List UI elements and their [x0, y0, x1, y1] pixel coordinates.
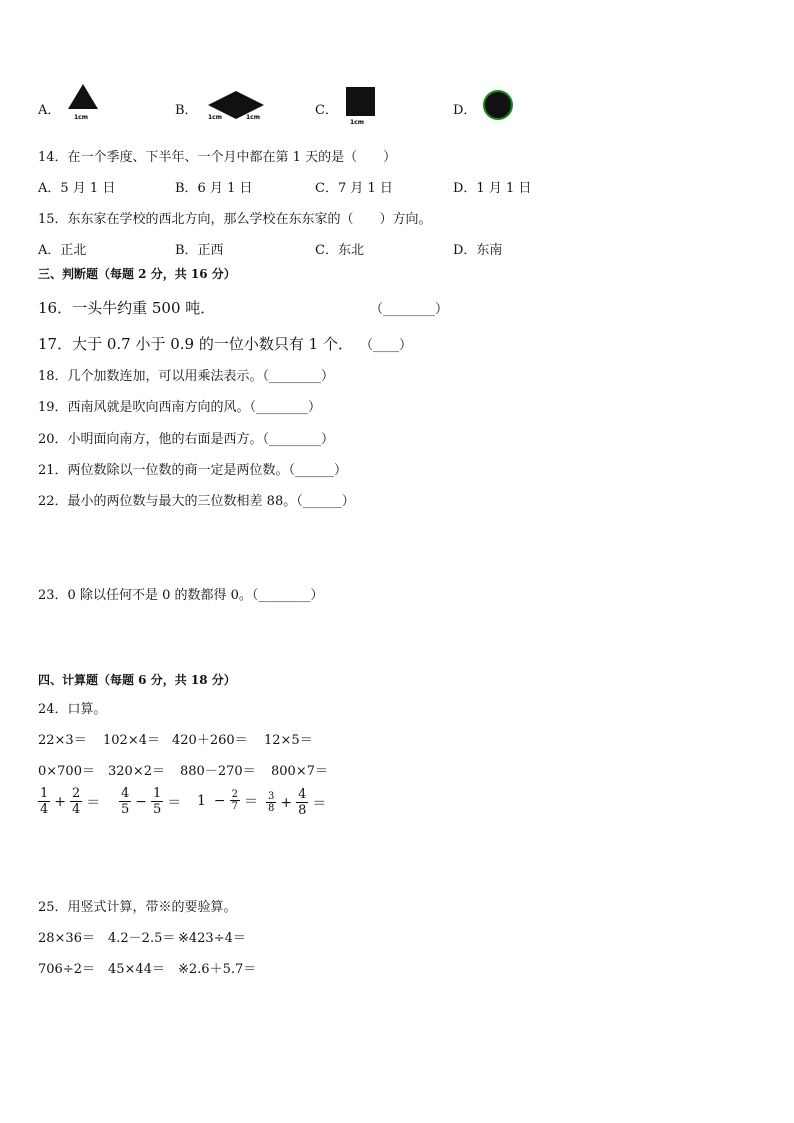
q20-text: 20．小明面向南方，他的右面是西方。（________） [38, 432, 335, 447]
q24-item: 420＋260＝ [172, 733, 248, 748]
q13-option-a-letter: A． [38, 103, 61, 118]
q17-blank: （____） [360, 338, 413, 353]
q16-text: 16．一头牛约重 500 吨． [38, 299, 216, 317]
q25-item: ※2.6＋5.7＝ [178, 962, 257, 977]
q24-item: 880－270＝ [180, 764, 256, 779]
rhombus-shape [204, 89, 268, 123]
q24-item: 0×700＝ [38, 764, 95, 779]
circle-shape [482, 89, 516, 123]
q14-option-b: B．6 月 1 日 [175, 181, 253, 196]
q24-item: 800×7＝ [271, 764, 328, 779]
q24-title: 24．口算。 [38, 702, 107, 717]
q19-text: 19．西南风就是吹向西南方向的风。（________） [38, 400, 322, 415]
q14-option-c: C．7 月 1 日 [315, 181, 393, 196]
fraction-expression: 1 − $\frac{2}{7}$ ＝ [197, 789, 259, 812]
q15-option-c: C．东北 [315, 243, 364, 258]
q15-text: 15．东东家在学校的西北方向，那么学校在东东家的（ ）方向。 [38, 212, 432, 227]
q25-item: 28×36＝ [38, 931, 95, 946]
q18-text: 18．几个加数连加，可以用乘法表示。（________） [38, 369, 335, 384]
q14-option-a: A．5 月 1 日 [38, 181, 116, 196]
q15-option-b: B．正西 [175, 243, 224, 258]
q24-item: 102×4＝ [103, 733, 160, 748]
q17-text: 17．大于 0.7 小于 0.9 的一位小数只有 1 个． [38, 335, 353, 353]
fraction: $\frac{1}{5}$ [153, 786, 162, 817]
fraction: $\frac{1}{4}$ [40, 786, 49, 817]
q25-item: 706÷2＝ [38, 962, 95, 977]
q22-text: 22．最小的两位数与最大的三位数相差 88。（______） [38, 494, 355, 509]
q23-text: 23．0 除以任何不是 0 的数都得 0。（________） [38, 588, 324, 603]
q15-option-a: A．正北 [38, 243, 87, 258]
fraction: $\frac{2}{7}$ [231, 789, 239, 812]
q13-option-b-unit-1: 1cm [208, 114, 222, 121]
fraction: $\frac{3}{8}$ [268, 791, 275, 814]
q25-item: 4.2－2.5＝ [108, 931, 176, 946]
q13-option-c-letter: C． [315, 103, 338, 118]
q25-title: 25．用竖式计算，带※的要验算。 [38, 900, 237, 915]
fraction-expression: $\frac{4}{5}$ − $\frac{1}{5}$ ＝ [121, 786, 182, 817]
fraction-expression: $\frac{1}{4}$ + $\frac{2}{4}$ ＝ [40, 786, 101, 817]
q24-item: 320×2＝ [108, 764, 165, 779]
fraction: $\frac{4}{8}$ [298, 787, 307, 818]
triangle-shape [66, 82, 102, 122]
section-4-heading: 四、计算题（每题 6 分，共 18 分） [38, 673, 236, 687]
section-3-heading: 三、判断题（每题 2 分，共 16 分） [38, 267, 236, 281]
q21-text: 21．两位数除以一位数的商一定是两位数。（______） [38, 463, 348, 478]
q13-option-b-letter: B． [175, 103, 198, 118]
fraction: $\frac{4}{5}$ [121, 786, 130, 817]
q13-option-d-letter: D． [453, 103, 477, 118]
q15-option-d: D．东南 [453, 243, 503, 258]
q14-option-d: D．1 月 1 日 [453, 181, 532, 196]
q13-option-b-unit-2: 1cm [246, 114, 260, 121]
q16-blank: （________） [370, 302, 449, 317]
q24-item: 22×3＝ [38, 733, 87, 748]
q13-option-c-unit: 1cm [350, 119, 364, 126]
square-shape [344, 86, 378, 126]
fraction: $\frac{2}{4}$ [72, 786, 81, 817]
q24-item: 12×5＝ [264, 733, 313, 748]
fraction-expression: $\frac{3}{8}$ + $\frac{4}{8}$ ＝ [268, 787, 327, 818]
q25-item: 45×44＝ [108, 962, 165, 977]
q13-option-a-unit: 1cm [74, 114, 88, 121]
q25-item: ※423÷4＝ [178, 931, 246, 946]
q14-text: 14．在一个季度、下半年、一个月中都在第 1 天的是（ ） [38, 150, 397, 165]
